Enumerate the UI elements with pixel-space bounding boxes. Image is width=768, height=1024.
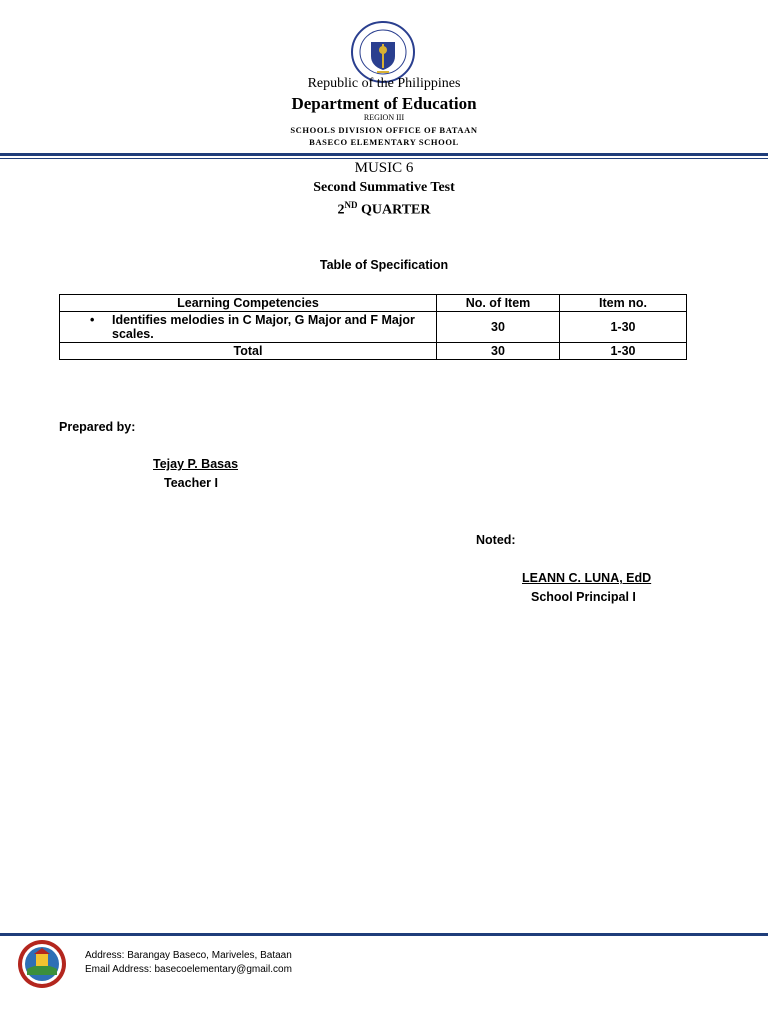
- table-row: [60, 312, 687, 343]
- header-rule: [0, 153, 768, 156]
- deped-seal-icon: [349, 20, 417, 84]
- total-items: 30: [437, 343, 560, 360]
- competency-cell: [60, 312, 437, 343]
- division-text: SCHOOLS DIVISION OFFICE OF BATAAN: [290, 125, 478, 135]
- footer-address: Address: Barangay Baseco, Mariveles, Bataan: [85, 950, 292, 961]
- competency-text: Identifies melodies in C Major, G Major and F Major scales.: [112, 313, 415, 341]
- footer-email: Email Address: basecoelementary@gmail.com: [85, 964, 292, 975]
- prepared-by-label: Prepared by:: [59, 420, 136, 434]
- total-label: Total: [60, 343, 437, 360]
- header-rule-thin: [0, 158, 768, 159]
- column-header: Item no.: [560, 295, 687, 312]
- item-no-cell: 1-30: [560, 312, 687, 343]
- quarter-number: 2: [337, 202, 345, 218]
- footer-rule: [0, 933, 768, 936]
- subject-title: MUSIC 6: [354, 160, 414, 176]
- noted-label: Noted:: [476, 533, 516, 547]
- preparer-name: Tejay P. Basas: [153, 457, 239, 471]
- bullet-icon: •: [90, 313, 95, 327]
- table-header-row: [60, 295, 687, 312]
- noter-name: LEANN C. LUNA, EdD: [522, 571, 652, 585]
- test-title: Second Summative Test: [313, 180, 455, 195]
- noter-role: School Principal I: [531, 590, 636, 604]
- tos-table: [59, 294, 687, 360]
- total-row: [60, 343, 687, 360]
- quarter-word: QUARTER: [360, 202, 431, 218]
- column-header: No. of Item: [437, 295, 560, 312]
- tos-heading: Table of Specification: [319, 258, 449, 272]
- total-item-no: 1-30: [560, 343, 687, 360]
- region-text: REGION III: [363, 113, 405, 122]
- items-cell: 30: [437, 312, 560, 343]
- department-title: Department of Education: [291, 94, 477, 113]
- republic-text: Republic of the Philippines: [307, 76, 461, 91]
- quarter-suffix: ND: [344, 200, 358, 210]
- quarter-title: [0, 200, 768, 219]
- column-header: Learning Competencies: [60, 295, 437, 312]
- preparer-role: Teacher I: [164, 476, 218, 490]
- school-logo-icon: [17, 939, 67, 989]
- school-name: BASECO ELEMENTARY SCHOOL: [309, 137, 459, 147]
